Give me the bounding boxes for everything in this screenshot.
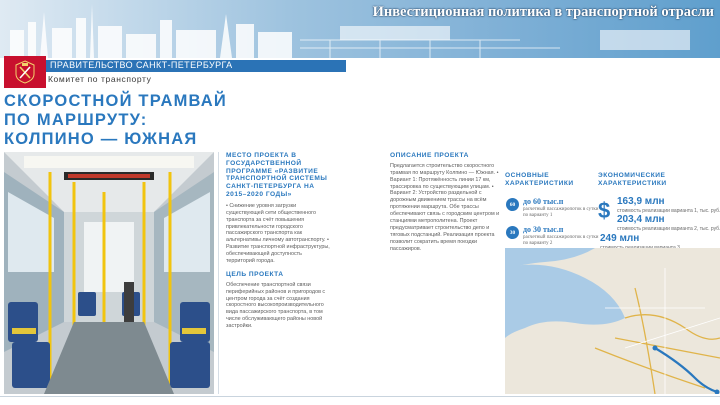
header-banner (0, 0, 720, 58)
project-place-column (226, 152, 331, 330)
characteristics-column (505, 172, 600, 188)
cost-variant-2: 203,4 млн (617, 214, 665, 225)
title-line-3: КОЛПИНО — ЮЖНАЯ (4, 130, 198, 148)
dollar-icon: $ (598, 198, 611, 223)
program-section-title: МЕСТО ПРОЕКТА В ГОСУДАРСТВЕННОЙ ПРОГРАММЕ «РАЗВИТИЕ ТРАНСПОРТНОЙ СИСТЕМЫ САНКТ-ПЕТЕРБУРГА НА 2015–2020 ГОДЫ» (226, 152, 328, 198)
title-line-1: СКОРОСТНОЙ ТРАМВАЙ (4, 92, 227, 110)
program-section-text: • Снижение уровня загрузки существующей сети общественного транспорта за счёт повышения привлекательности городского пассажирского транспорта как альтернативы личному автотранспорту. • Развитие транспортной инфраструктуры, обеспечивающей доступность территорий города. (226, 202, 330, 265)
description-title: ОПИСАНИЕ ПРОЕКТА (390, 152, 469, 159)
goal-section-title: ЦЕЛЬ ПРОЕКТА (226, 270, 284, 278)
title-line-2: ПО МАРШРУТУ: (4, 111, 148, 129)
government-name: ПРАВИТЕЛЬСТВО САНКТ-ПЕТЕРБУРГА (50, 60, 233, 70)
stat1-desc: расчетный пассажиропоток в сутки по варианту 1 (523, 207, 599, 219)
economic-column (598, 172, 718, 188)
cost-variant-3: 249 млн (600, 233, 640, 244)
stat2-value: до 30 тыс.п (523, 225, 564, 234)
cost-variant-1-desc: стоимость реализации варианта 1, тыс. руб. (617, 208, 720, 214)
coat-of-arms-icon (4, 56, 46, 88)
stat1-value: до 60 тыс.п (523, 197, 564, 206)
characteristics-title: ОСНОВНЫЕ ХАРАКТЕРИСТИКИ (505, 172, 574, 187)
page-title (4, 92, 227, 149)
bottom-divider (0, 396, 720, 397)
committee-name: Комитет по транспорту (48, 74, 152, 84)
banner-title: Инвестиционная политика в транспортной отрасли (372, 4, 714, 20)
stat2-badge: 30 (506, 226, 519, 239)
goal-section-text: Обеспечение транспортной связи периферийных районов и пригородов с центром города за счёт создания скоростного высокопроизводительного вида пассажирского транспорта, в том числе обслуживающего районы новой застройки. (226, 281, 326, 330)
cost-variant-2-desc: стоимость реализации варианта 2, тыс. руб. (617, 226, 720, 232)
route-map (505, 248, 720, 394)
tram-interior-photo (4, 152, 214, 394)
description-text: Предлагается строительство скоростного трамвая по маршруту Колпино — Южная. • Вариант 1: Протяжённость линии 17 км, трассировка по существующим улицам. • Вариант 2: Устройство раздельной с дорожным движением трассы на всём протяжении маршрута. Обе трассы обеспечивают связь с городским центром и станциями метрополитена. Проект предусматривает строительство депо и тяговых подстанций. Реализация проекта позволит сократить время поездки пассажиров. (390, 162, 500, 252)
cost-variant-1: 163,9 млн (617, 196, 665, 207)
stat1-badge: 60 (506, 198, 519, 211)
stat2-desc: расчетный пассажиропоток в сутки по варианту 2 (523, 235, 599, 247)
description-column (390, 152, 502, 253)
column-divider (218, 152, 219, 394)
economic-title: ЭКОНОМИЧЕСКИЕ ХАРАКТЕРИСТИКИ (598, 172, 667, 187)
